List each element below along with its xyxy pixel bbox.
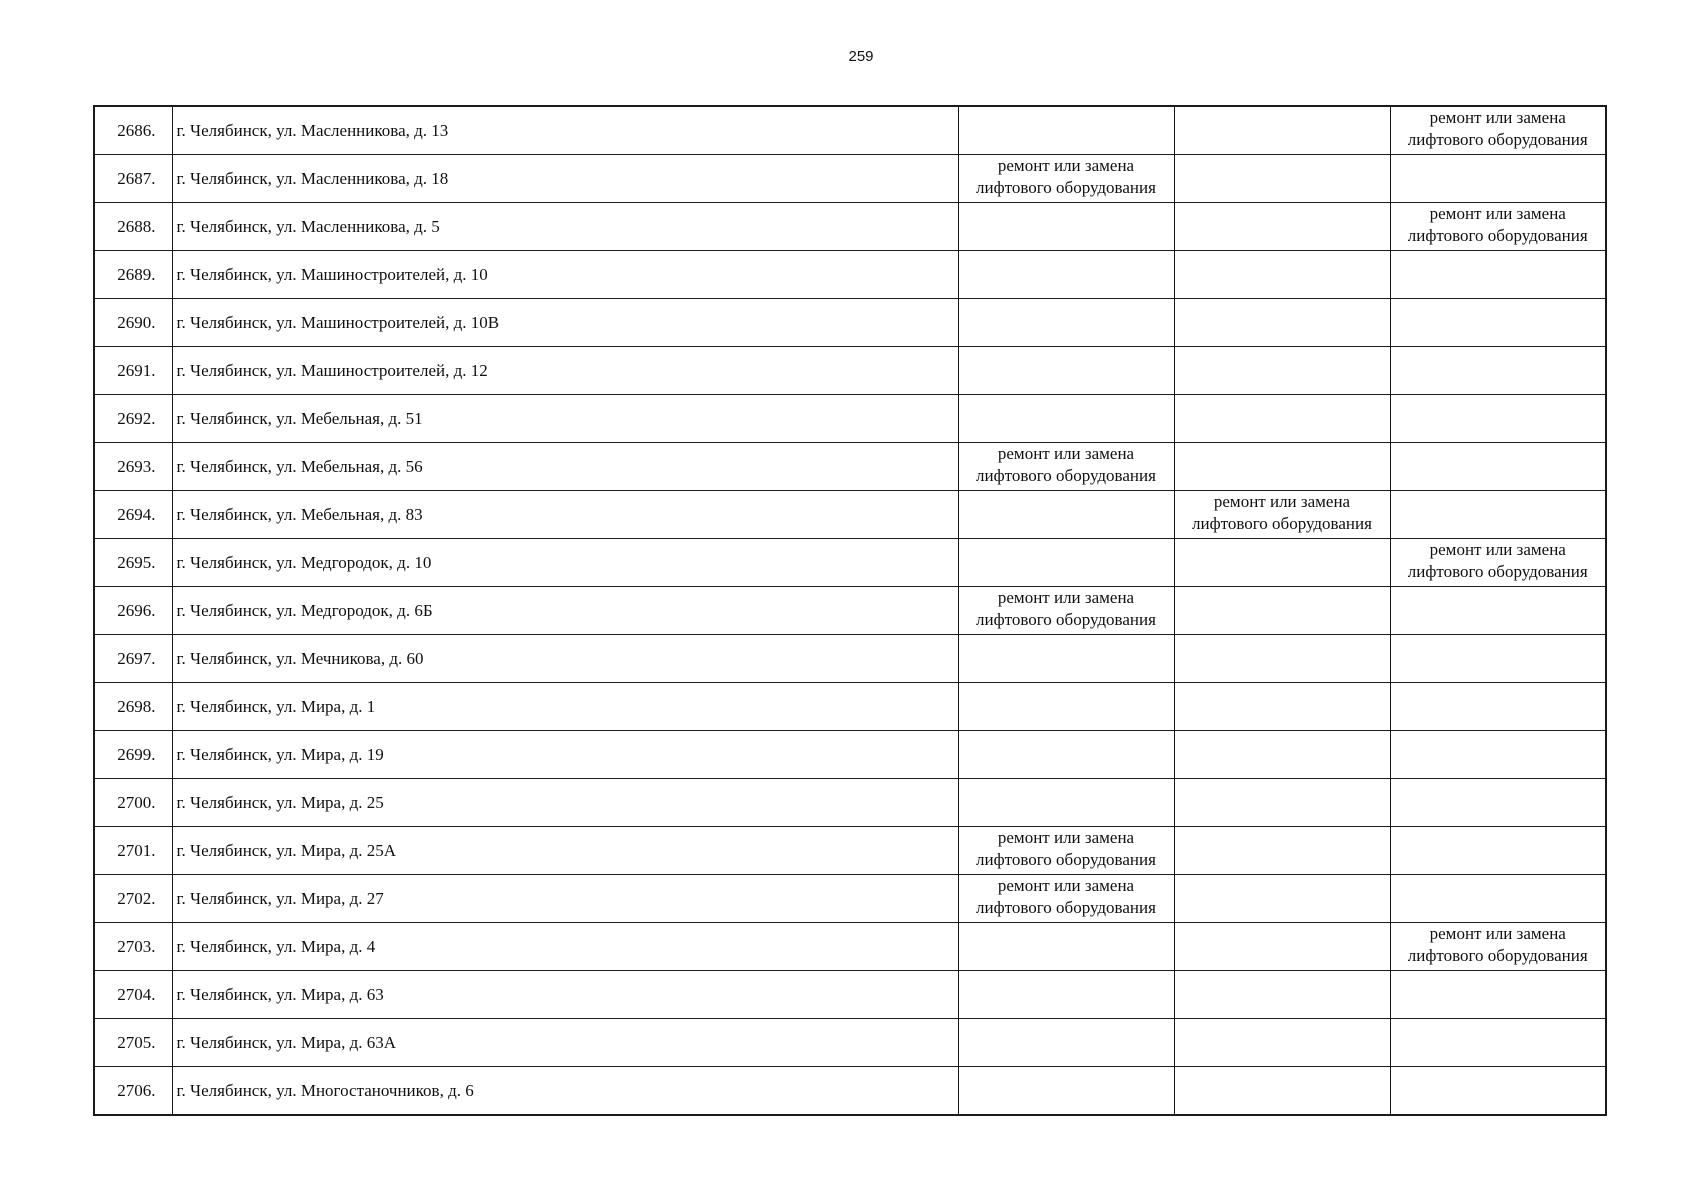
address-cell: г. Челябинск, ул. Медгородок, д. 10 — [172, 539, 958, 587]
row-number-cell: 2696. — [94, 587, 172, 635]
address-cell: г. Челябинск, ул. Медгородок, д. 6Б — [172, 587, 958, 635]
address-cell: г. Челябинск, ул. Мира, д. 19 — [172, 731, 958, 779]
address-cell: г. Челябинск, ул. Мира, д. 63А — [172, 1019, 958, 1067]
work-type-text: ремонт или замена лифтового оборудования — [976, 444, 1156, 485]
work-type-cell-2 — [1174, 491, 1390, 539]
row-number-cell: 2695. — [94, 539, 172, 587]
work-type-cell-3 — [1390, 251, 1606, 299]
table-row — [94, 106, 1606, 155]
work-type-cell-2 — [1174, 443, 1390, 491]
work-type-cell-1 — [958, 923, 1174, 971]
work-type-cell-3 — [1390, 971, 1606, 1019]
row-number-cell: 2699. — [94, 731, 172, 779]
address-cell: г. Челябинск, ул. Мебельная, д. 56 — [172, 443, 958, 491]
work-type-cell-3 — [1390, 347, 1606, 395]
row-number-cell: 2706. — [94, 1067, 172, 1116]
work-type-cell-2 — [1174, 923, 1390, 971]
work-type-cell-1 — [958, 587, 1174, 635]
work-type-cell-3 — [1390, 1019, 1606, 1067]
row-number-cell: 2705. — [94, 1019, 172, 1067]
work-type-cell-2 — [1174, 635, 1390, 683]
table-row — [94, 539, 1606, 587]
work-type-cell-1 — [958, 106, 1174, 155]
work-type-text: ремонт или замена лифтового оборудования — [1192, 492, 1372, 533]
table-row — [94, 251, 1606, 299]
row-number-cell: 2701. — [94, 827, 172, 875]
row-number-cell: 2691. — [94, 347, 172, 395]
address-cell: г. Челябинск, ул. Мира, д. 25 — [172, 779, 958, 827]
work-type-cell-1 — [958, 635, 1174, 683]
address-cell: г. Челябинск, ул. Машиностроителей, д. 10В — [172, 299, 958, 347]
row-number-cell: 2686. — [94, 106, 172, 155]
address-cell: г. Челябинск, ул. Мебельная, д. 51 — [172, 395, 958, 443]
work-type-cell-3 — [1390, 395, 1606, 443]
register-table-body — [94, 106, 1606, 1115]
table-row — [94, 779, 1606, 827]
work-type-cell-2 — [1174, 1019, 1390, 1067]
work-type-cell-2 — [1174, 539, 1390, 587]
table-row — [94, 587, 1606, 635]
work-type-cell-1 — [958, 347, 1174, 395]
work-type-cell-1 — [958, 971, 1174, 1019]
address-cell: г. Челябинск, ул. Масленникова, д. 13 — [172, 106, 958, 155]
work-type-cell-3 — [1390, 779, 1606, 827]
table-row — [94, 1019, 1606, 1067]
row-number-cell: 2688. — [94, 203, 172, 251]
row-number-cell: 2689. — [94, 251, 172, 299]
address-cell: г. Челябинск, ул. Масленникова, д. 18 — [172, 155, 958, 203]
row-number-cell: 2694. — [94, 491, 172, 539]
work-type-cell-3 — [1390, 155, 1606, 203]
work-type-cell-3 — [1390, 443, 1606, 491]
work-type-cell-2 — [1174, 299, 1390, 347]
work-type-cell-2 — [1174, 395, 1390, 443]
work-type-cell-2 — [1174, 347, 1390, 395]
address-cell: г. Челябинск, ул. Мира, д. 27 — [172, 875, 958, 923]
row-number-cell: 2698. — [94, 683, 172, 731]
row-number-cell: 2687. — [94, 155, 172, 203]
work-type-cell-2 — [1174, 251, 1390, 299]
work-type-cell-2 — [1174, 106, 1390, 155]
work-type-cell-1 — [958, 683, 1174, 731]
work-type-text: ремонт или замена лифтового оборудования — [976, 876, 1156, 917]
work-type-cell-3 — [1390, 731, 1606, 779]
work-type-cell-2 — [1174, 1067, 1390, 1116]
address-cell: г. Челябинск, ул. Многостаночников, д. 6 — [172, 1067, 958, 1116]
work-type-cell-1 — [958, 203, 1174, 251]
table-row — [94, 827, 1606, 875]
work-type-cell-2 — [1174, 203, 1390, 251]
work-type-cell-3 — [1390, 587, 1606, 635]
table-row — [94, 1067, 1606, 1116]
work-type-cell-1 — [958, 827, 1174, 875]
work-type-cell-2 — [1174, 827, 1390, 875]
address-cell: г. Челябинск, ул. Машиностроителей, д. 12 — [172, 347, 958, 395]
row-number-cell: 2703. — [94, 923, 172, 971]
table-row — [94, 923, 1606, 971]
table-row — [94, 443, 1606, 491]
address-cell: г. Челябинск, ул. Машиностроителей, д. 10 — [172, 251, 958, 299]
work-type-cell-3 — [1390, 106, 1606, 155]
work-type-cell-3 — [1390, 203, 1606, 251]
work-type-cell-3 — [1390, 683, 1606, 731]
work-type-cell-1 — [958, 1019, 1174, 1067]
work-type-cell-1 — [958, 443, 1174, 491]
work-type-cell-1 — [958, 875, 1174, 923]
work-type-text: ремонт или замена лифтового оборудования — [976, 156, 1156, 197]
work-type-cell-1 — [958, 731, 1174, 779]
work-type-cell-1 — [958, 491, 1174, 539]
row-number-cell: 2700. — [94, 779, 172, 827]
work-type-cell-1 — [958, 155, 1174, 203]
work-type-cell-2 — [1174, 875, 1390, 923]
work-type-cell-1 — [958, 299, 1174, 347]
table-row — [94, 347, 1606, 395]
work-type-cell-2 — [1174, 779, 1390, 827]
table-row — [94, 299, 1606, 347]
work-type-cell-1 — [958, 395, 1174, 443]
work-type-cell-3 — [1390, 923, 1606, 971]
address-cell: г. Челябинск, ул. Мира, д. 25А — [172, 827, 958, 875]
work-type-text: ремонт или замена лифтового оборудования — [1407, 204, 1588, 245]
work-type-cell-1 — [958, 251, 1174, 299]
work-type-cell-3 — [1390, 875, 1606, 923]
address-cell: г. Челябинск, ул. Масленникова, д. 5 — [172, 203, 958, 251]
table-row — [94, 683, 1606, 731]
work-type-cell-2 — [1174, 731, 1390, 779]
work-type-text: ремонт или замена лифтового оборудования — [1407, 924, 1588, 965]
row-number-cell: 2702. — [94, 875, 172, 923]
work-type-cell-2 — [1174, 683, 1390, 731]
page-number: 259 — [848, 48, 874, 65]
address-cell: г. Челябинск, ул. Мира, д. 4 — [172, 923, 958, 971]
repair-register-table — [93, 105, 1607, 1116]
work-type-text: ремонт или замена лифтового оборудования — [976, 588, 1156, 629]
work-type-cell-2 — [1174, 587, 1390, 635]
work-type-cell-3 — [1390, 827, 1606, 875]
address-cell: г. Челябинск, ул. Мира, д. 1 — [172, 683, 958, 731]
row-number-cell: 2704. — [94, 971, 172, 1019]
table-row — [94, 155, 1606, 203]
work-type-cell-2 — [1174, 155, 1390, 203]
work-type-cell-3 — [1390, 299, 1606, 347]
address-cell: г. Челябинск, ул. Мечникова, д. 60 — [172, 635, 958, 683]
work-type-cell-2 — [1174, 971, 1390, 1019]
table-row — [94, 731, 1606, 779]
table-row — [94, 971, 1606, 1019]
table-row — [94, 395, 1606, 443]
table-row — [94, 203, 1606, 251]
work-type-cell-3 — [1390, 635, 1606, 683]
work-type-cell-1 — [958, 779, 1174, 827]
row-number-cell: 2692. — [94, 395, 172, 443]
address-cell: г. Челябинск, ул. Мира, д. 63 — [172, 971, 958, 1019]
work-type-cell-3 — [1390, 539, 1606, 587]
work-type-cell-1 — [958, 1067, 1174, 1116]
work-type-cell-3 — [1390, 1067, 1606, 1116]
table-row — [94, 491, 1606, 539]
table-row — [94, 875, 1606, 923]
row-number-cell: 2690. — [94, 299, 172, 347]
row-number-cell: 2697. — [94, 635, 172, 683]
work-type-cell-1 — [958, 539, 1174, 587]
work-type-text: ремонт или замена лифтового оборудования — [1407, 108, 1588, 149]
work-type-text: ремонт или замена лифтового оборудования — [976, 828, 1156, 869]
row-number-cell: 2693. — [94, 443, 172, 491]
work-type-cell-3 — [1390, 491, 1606, 539]
table-row — [94, 635, 1606, 683]
address-cell: г. Челябинск, ул. Мебельная, д. 83 — [172, 491, 958, 539]
work-type-text: ремонт или замена лифтового оборудования — [1407, 540, 1588, 581]
